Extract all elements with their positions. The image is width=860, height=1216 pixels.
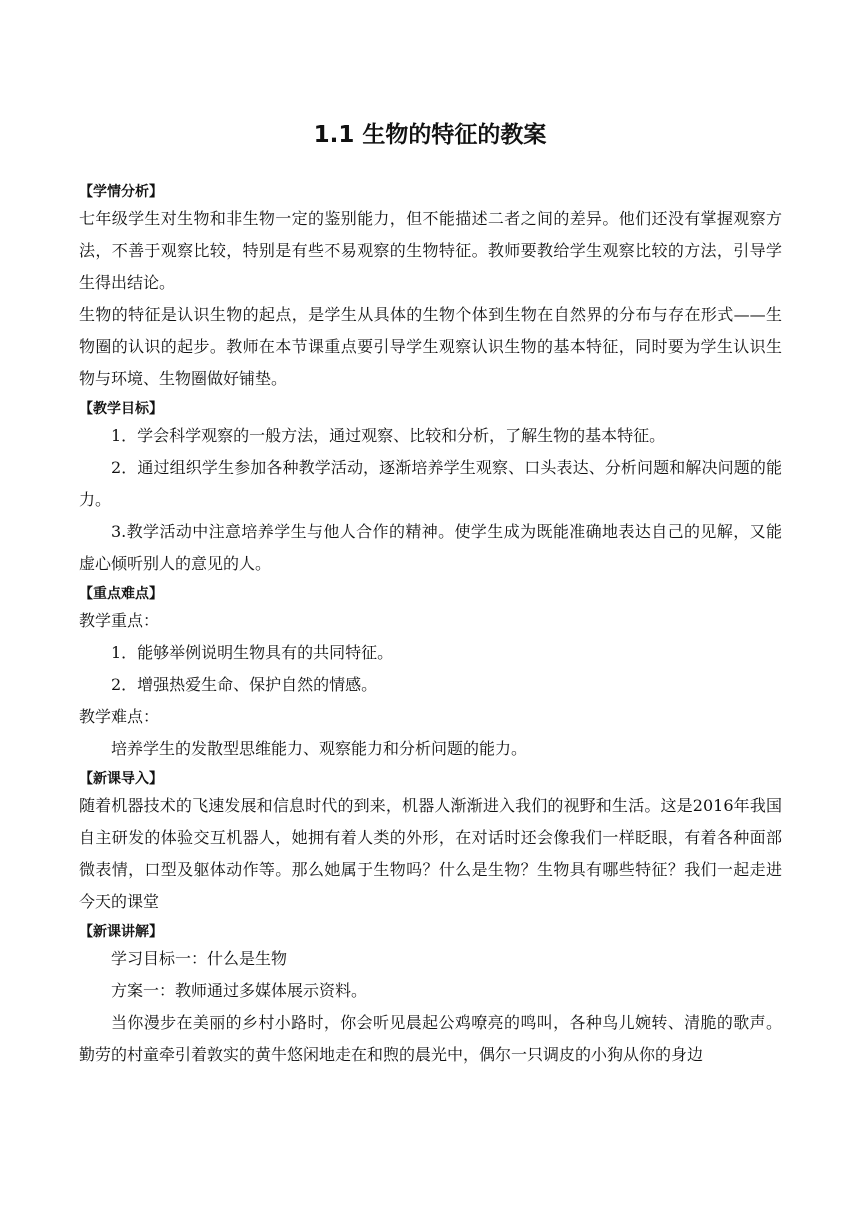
analysis-paragraph-2: 生物的特征是认识生物的起点，是学生从具体的生物个体到生物在自然界的分布与存在形式——生物圈的认识的起步。教师在本节课重点要引导学生观察认识生物的基本特征，同时要为学生认识生物与环境、生物圈做好铺垫。 — [79, 305, 782, 388]
goal-item-1: 1．学会科学观察的一般方法，通过观察、比较和分析，了解生物的基本特征。 — [111, 426, 666, 445]
lecture-plan-1: 方案一：教师通过多媒体展示资料。 — [111, 981, 368, 1000]
heading-lecture: 【新课讲解】 — [79, 924, 163, 940]
intro-paragraph: 随着机器技术的飞速发展和信息时代的到来，机器人渐渐进入我们的视野和生活。这是2016年我国自主研发的体验交互机器人，她拥有着人类的外形，在对话时还会像我们一样眨眼，有着各种面部微表情，口型及躯体动作等。那么她属于生物吗？什么是生物？生物具有哪些特征？我们一起走进今天的课堂 — [79, 796, 782, 911]
analysis-paragraph-1: 七年级学生对生物和非生物一定的鉴别能力，但不能描述二者之间的差异。他们还没有掌握观察方法，不善于观察比较，特别是有些不易观察的生物特征。教师要教给学生观察比较的方法，引导学生得出结论。 — [79, 209, 782, 292]
goal-item-2: 2．通过组织学生参加各种教学活动，逐渐培养学生观察、口头表达、分析问题和解决问题的能力。 — [79, 458, 782, 509]
key-label: 教学重点： — [79, 611, 160, 630]
heading-intro: 【新课导入】 — [79, 771, 163, 787]
heading-keypoints: 【重点难点】 — [79, 586, 163, 602]
difficult-label: 教学难点： — [79, 707, 160, 726]
page-title: 1.1 生物的特征的教案 — [313, 122, 547, 148]
key-item-2: 2．增强热爱生命、保护自然的情感。 — [111, 675, 378, 694]
heading-analysis: 【学情分析】 — [79, 184, 163, 200]
goal-item-3: 3.教学活动中注意培养学生与他人合作的精神。使学生成为既能准确地表达自己的见解，又能虚心倾听别人的意见的人。 — [79, 522, 782, 573]
key-item-1: 1．能够举例说明生物具有的共同特征。 — [111, 643, 394, 662]
document-body — [79, 181, 782, 1071]
difficult-item: 培养学生的发散型思维能力、观察能力和分析问题的能力。 — [111, 739, 528, 758]
lecture-goal-1: 学习目标一：什么是生物 — [111, 949, 288, 968]
lecture-story: 当你漫步在美丽的乡村小路时，你会听见晨起公鸡嘹亮的鸣叫，各种鸟儿婉转、清脆的歌声。勤劳的村童牵引着敦实的黄牛悠闲地走在和煦的晨光中，偶尔一只调皮的小狗从你的身边 — [79, 1013, 782, 1064]
heading-goals: 【教学目标】 — [79, 401, 163, 417]
